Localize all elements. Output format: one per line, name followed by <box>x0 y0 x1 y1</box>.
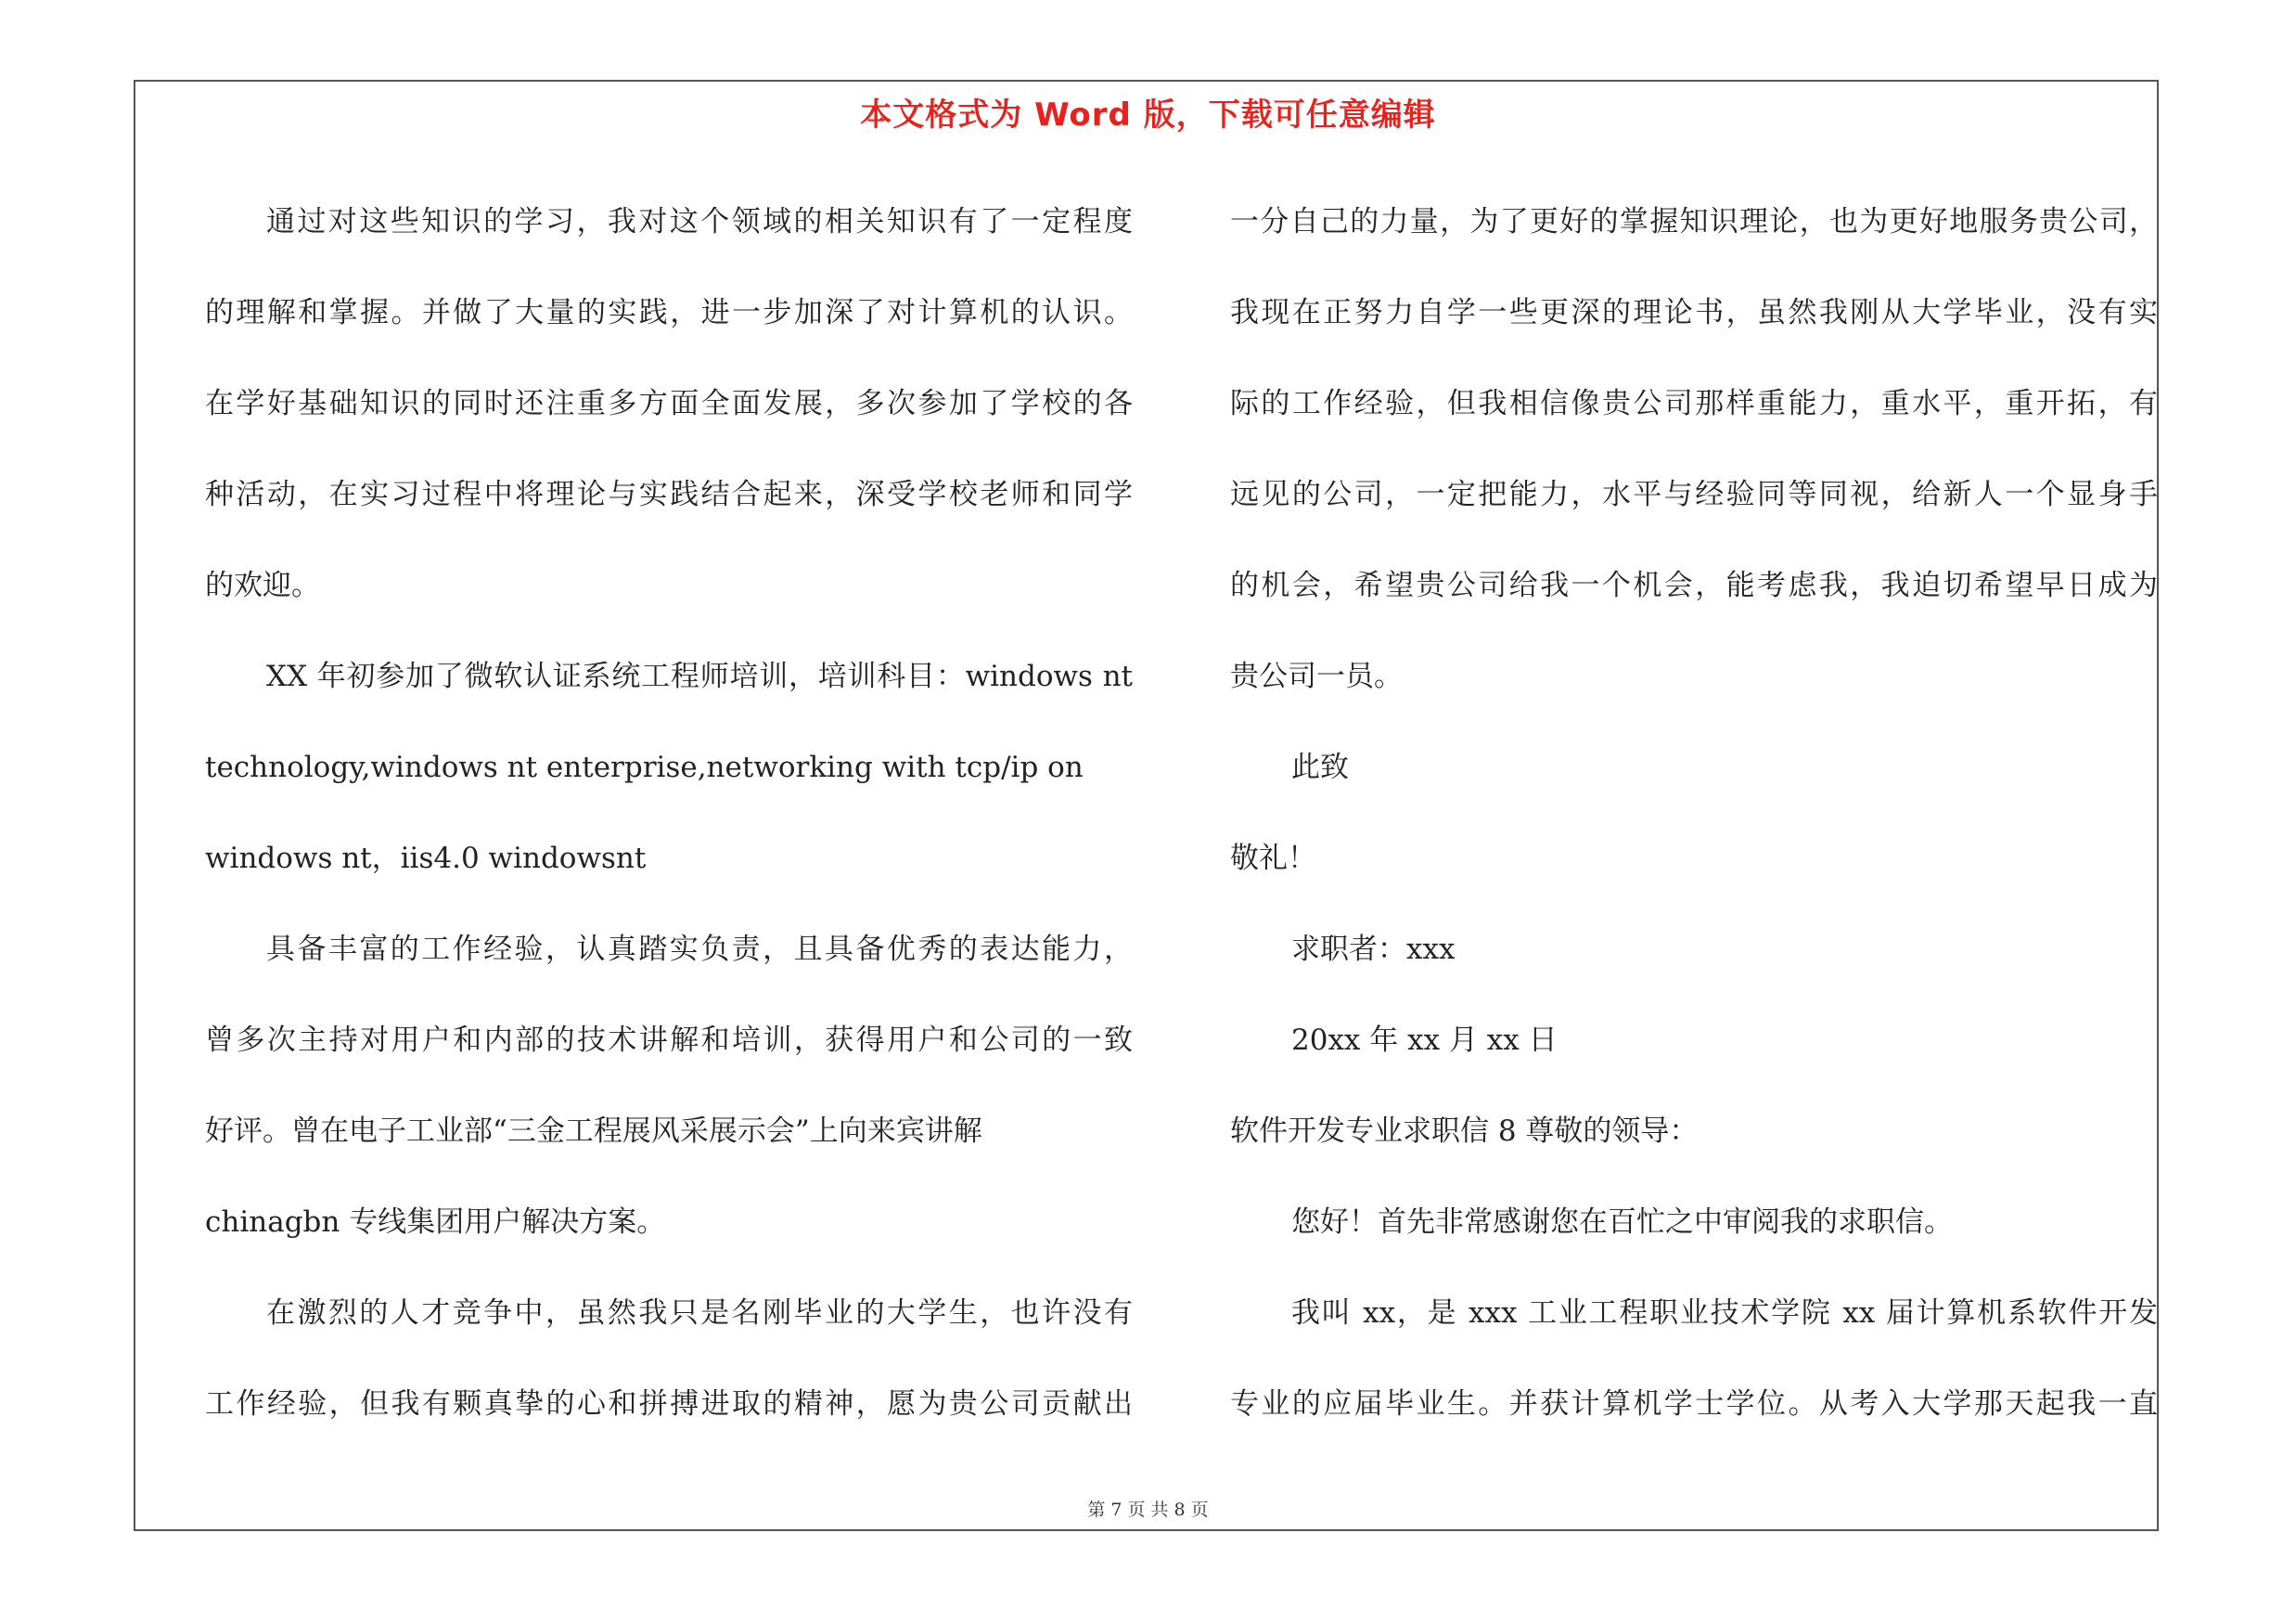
page-number: 第 7 页 共 8 页 <box>1087 1500 1209 1520</box>
paragraph-line: 一分自己的力量，为了更好的掌握知识理论，也为更好地服务贵公司， <box>1230 205 2158 238</box>
paragraph-line: 通过对这些知识的学习，我对这个领域的相关知识有了一定程度 <box>266 205 1133 238</box>
paragraph-line: 贵公司一员。 <box>1230 660 1403 693</box>
right-text-column <box>1230 176 2158 1449</box>
paragraph-line: 的欢迎。 <box>205 569 320 602</box>
paragraph-line: 的机会，希望贵公司给我一个机会，能考虑我，我迫切希望早日成为 <box>1230 569 2158 602</box>
paragraph-line: 远见的公司，一定把能力，水平与经验同等同视，给新人一个显身手 <box>1230 478 2158 511</box>
paragraph-line: technology,windows nt enterprise,networking with tcp/ip on <box>205 751 1084 784</box>
letter-date: 20xx 年 xx 月 xx 日 <box>1291 1024 1558 1057</box>
closing-salutation: 此致 <box>1291 751 1349 784</box>
paragraph-line: 种活动，在实习过程中将理论与实践结合起来，深受学校老师和同学 <box>205 478 1133 511</box>
paragraph-line: 我现在正努力自学一些更深的理论书，虽然我刚从大学毕业，没有实 <box>1230 296 2158 329</box>
paragraph-line: 好评。曾在电子工业部“三金工程展风采展示会”上向来宾讲解 <box>205 1114 982 1148</box>
applicant-signature: 求职者：xxx <box>1291 933 1456 966</box>
letter-heading: 软件开发专业求职信 8 尊敬的领导： <box>1230 1114 1699 1148</box>
paragraph-line: windows nt，iis4.0 windowsnt <box>205 842 647 875</box>
paragraph-line: 专业的应届毕业生。并获计算机学士学位。从考入大学那天起我一直 <box>1230 1387 2158 1421</box>
paragraph-line: 的理解和掌握。并做了大量的实践，进一步加深了对计算机的认识。 <box>205 296 1133 329</box>
paragraph-line: 际的工作经验，但我相信像贵公司那样重能力，重水平，重开拓，有 <box>1230 387 2158 420</box>
paragraph-line: 在学好基础知识的同时还注重多方面全面发展，多次参加了学校的各 <box>205 387 1133 420</box>
paragraph-line: 我叫 xx，是 xxx 工业工程职业技术学院 xx 届计算机系软件开发 <box>1291 1296 2158 1330</box>
paragraph-line: chinagbn 专线集团用户解决方案。 <box>205 1205 666 1239</box>
left-text-column <box>205 176 1133 1449</box>
paragraph-line: 工作经验，但我有颗真挚的心和拼搏进取的精神，愿为贵公司贡献出 <box>205 1387 1133 1421</box>
format-banner: 本文格式为 Word 版，下载可任意编辑 <box>860 97 1436 134</box>
paragraph-line: XX 年初参加了微软认证系统工程师培训，培训科目：windows nt <box>266 660 1133 693</box>
paragraph-line: 您好！首先非常感谢您在百忙之中审阅我的求职信。 <box>1291 1205 1953 1239</box>
paragraph-line: 在激烈的人才竞争中，虽然我只是名刚毕业的大学生，也许没有 <box>266 1296 1133 1330</box>
paragraph-line: 具备丰富的工作经验，认真踏实负责，且具备优秀的表达能力， <box>266 933 1133 966</box>
paragraph-line: 曾多次主持对用户和内部的技术讲解和培训，获得用户和公司的一致 <box>205 1024 1133 1057</box>
closing-regards: 敬礼！ <box>1230 842 1316 875</box>
